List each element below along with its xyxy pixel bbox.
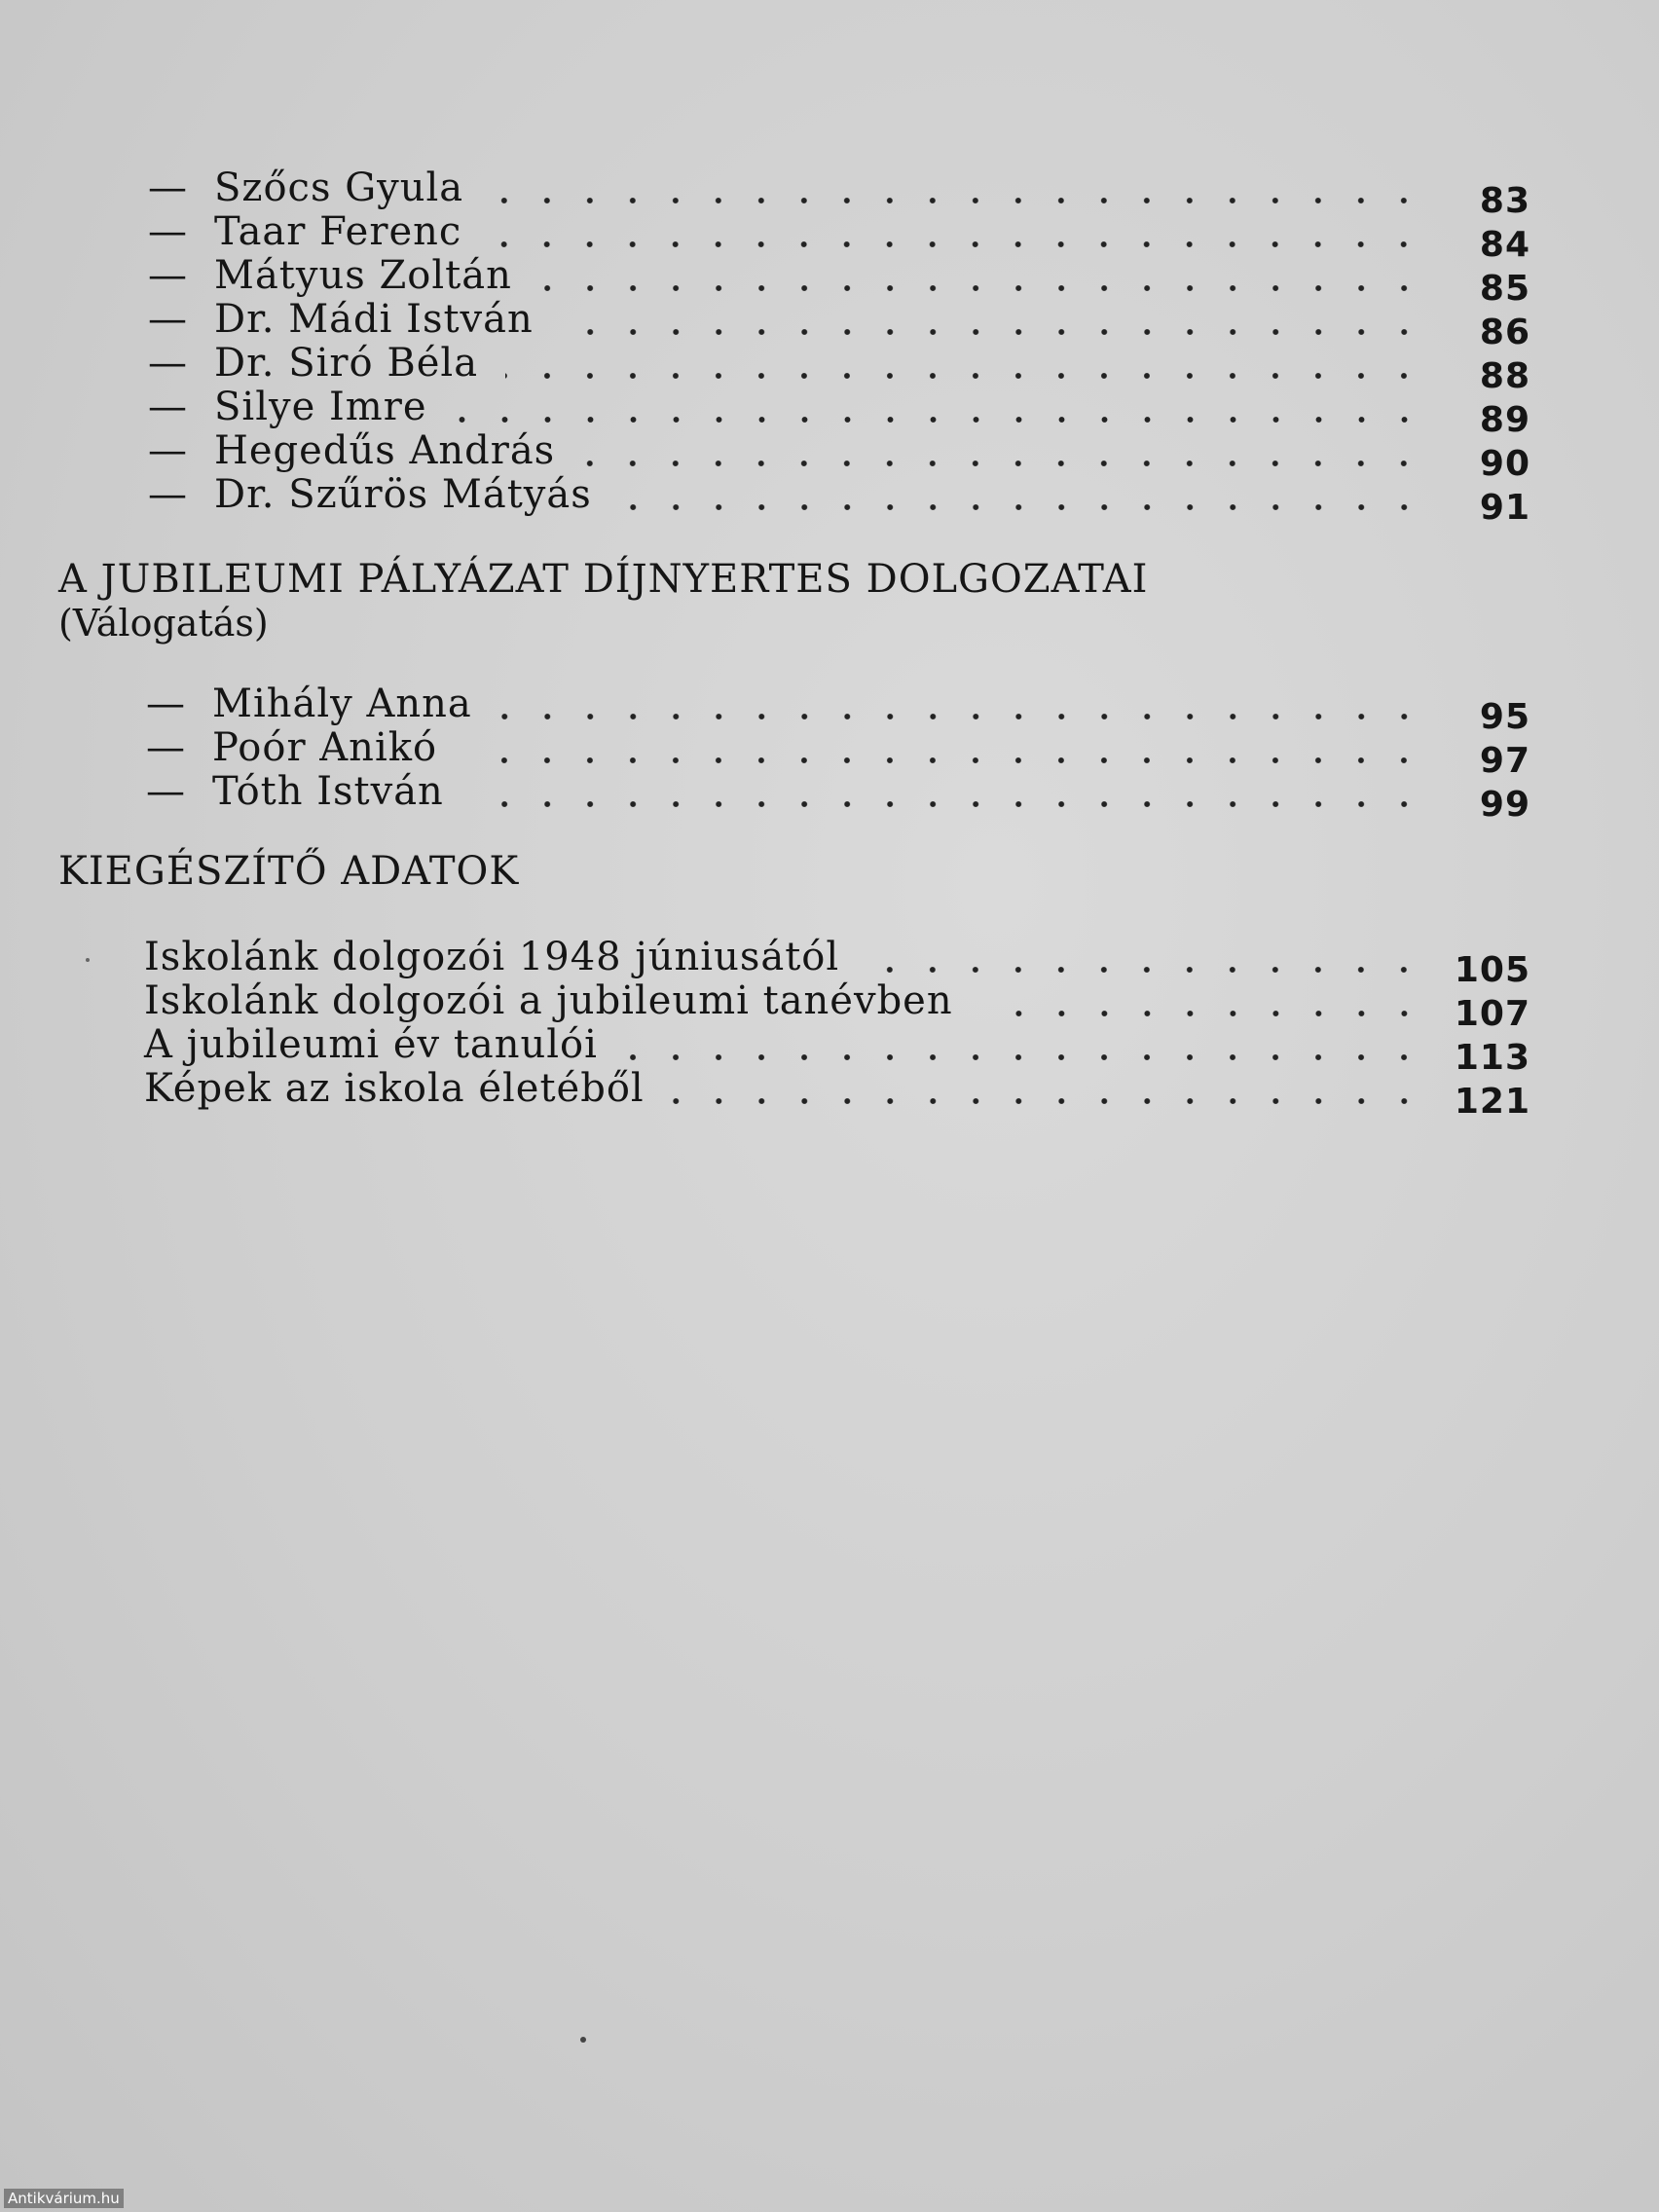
entry-dash: — [148, 297, 187, 342]
entry-page-number: 84 [1479, 225, 1530, 265]
entry-title: Taar Ferenc [214, 209, 462, 254]
watermark-text: Antikvárium.hu [4, 2189, 124, 2208]
entry-page-number: 90 [1479, 444, 1530, 484]
toc-entry [146, 769, 1530, 825]
dot-leader [980, 1010, 1425, 1017]
entry-dash: — [146, 682, 185, 726]
paper-speck [580, 2037, 586, 2043]
toc-entry [148, 428, 1530, 484]
entry-dash: — [148, 428, 187, 473]
section-heading: A JUBILEUMI PÁLYÁZAT DÍJNYERTES DOLGOZATAI [58, 557, 1149, 602]
entry-dash: — [146, 769, 185, 814]
entry-title: Képek az iskola életéből [144, 1066, 645, 1111]
dot-leader [505, 372, 1425, 380]
entry-title: Iskolánk dolgozói a jubileumi tanévben [144, 978, 953, 1023]
toc-entry [148, 166, 1530, 221]
toc-entry [148, 253, 1530, 309]
toc-entry [148, 385, 1530, 440]
dot-leader [866, 966, 1425, 974]
entry-title: Dr. Siró Béla [214, 341, 479, 386]
entry-page-number: 95 [1479, 697, 1530, 737]
entry-title: Mátyus Zoltán [214, 253, 512, 298]
entry-page-number: 113 [1454, 1038, 1530, 1078]
section-subheading: (Válogatás) [58, 602, 269, 645]
entry-dash: — [148, 341, 187, 386]
toc-entry [144, 978, 1530, 1034]
dot-leader [455, 416, 1426, 424]
toc-entry [146, 682, 1530, 737]
entry-page-number: 91 [1479, 488, 1530, 528]
toc-entry [148, 341, 1530, 396]
entry-page-number: 107 [1454, 994, 1530, 1034]
toc-entry [144, 935, 1530, 990]
entry-title: Tóth István [212, 769, 444, 814]
entry-title: Dr. Mádi István [214, 297, 534, 342]
entry-title: Iskolánk dolgozói 1948 júniusától [144, 935, 840, 979]
entry-title: Poór Anikó [212, 725, 438, 770]
entry-dash: — [146, 725, 185, 770]
entry-dash: — [148, 385, 187, 429]
entry-title: Mihály Anna [212, 682, 472, 726]
paper-speck [86, 958, 90, 962]
dot-leader [464, 756, 1425, 764]
toc-entry [144, 1022, 1530, 1078]
dot-leader [491, 197, 1425, 204]
entry-title: Szőcs Gyula [214, 166, 464, 210]
toc-entry [148, 209, 1530, 265]
dot-leader [561, 328, 1425, 336]
entry-page-number: 89 [1479, 400, 1530, 440]
toc-entry [148, 472, 1530, 528]
entry-page-number: 88 [1479, 356, 1530, 396]
entry-page-number: 121 [1454, 1082, 1530, 1122]
entry-title: Dr. Szűrös Mátyás [214, 472, 592, 517]
dot-leader [471, 800, 1425, 808]
entry-title: A jubileumi év tanulói [144, 1022, 598, 1067]
entry-page-number: 85 [1479, 269, 1530, 309]
entry-dash: — [148, 166, 187, 210]
section-heading: KIEGÉSZÍTŐ ADATOK [58, 849, 520, 894]
entry-dash: — [148, 253, 187, 298]
toc-entry [144, 1066, 1530, 1122]
entry-page-number: 83 [1479, 181, 1530, 221]
entry-page-number: 105 [1454, 950, 1530, 990]
dot-leader [619, 503, 1425, 511]
entry-dash: — [148, 209, 187, 254]
dot-leader [625, 1053, 1425, 1061]
dot-leader [539, 284, 1425, 292]
entry-dash: — [148, 472, 187, 517]
dot-leader [499, 713, 1425, 720]
entry-title: Hegedűs András [214, 428, 556, 473]
dot-leader [489, 240, 1425, 248]
toc-entry [146, 725, 1530, 781]
entry-page-number: 97 [1479, 741, 1530, 781]
entry-title: Silye Imre [214, 385, 427, 429]
toc-entry [148, 297, 1530, 352]
dot-leader [672, 1097, 1425, 1105]
entry-page-number: 99 [1479, 785, 1530, 825]
dot-leader [582, 460, 1425, 467]
entry-page-number: 86 [1479, 313, 1530, 352]
